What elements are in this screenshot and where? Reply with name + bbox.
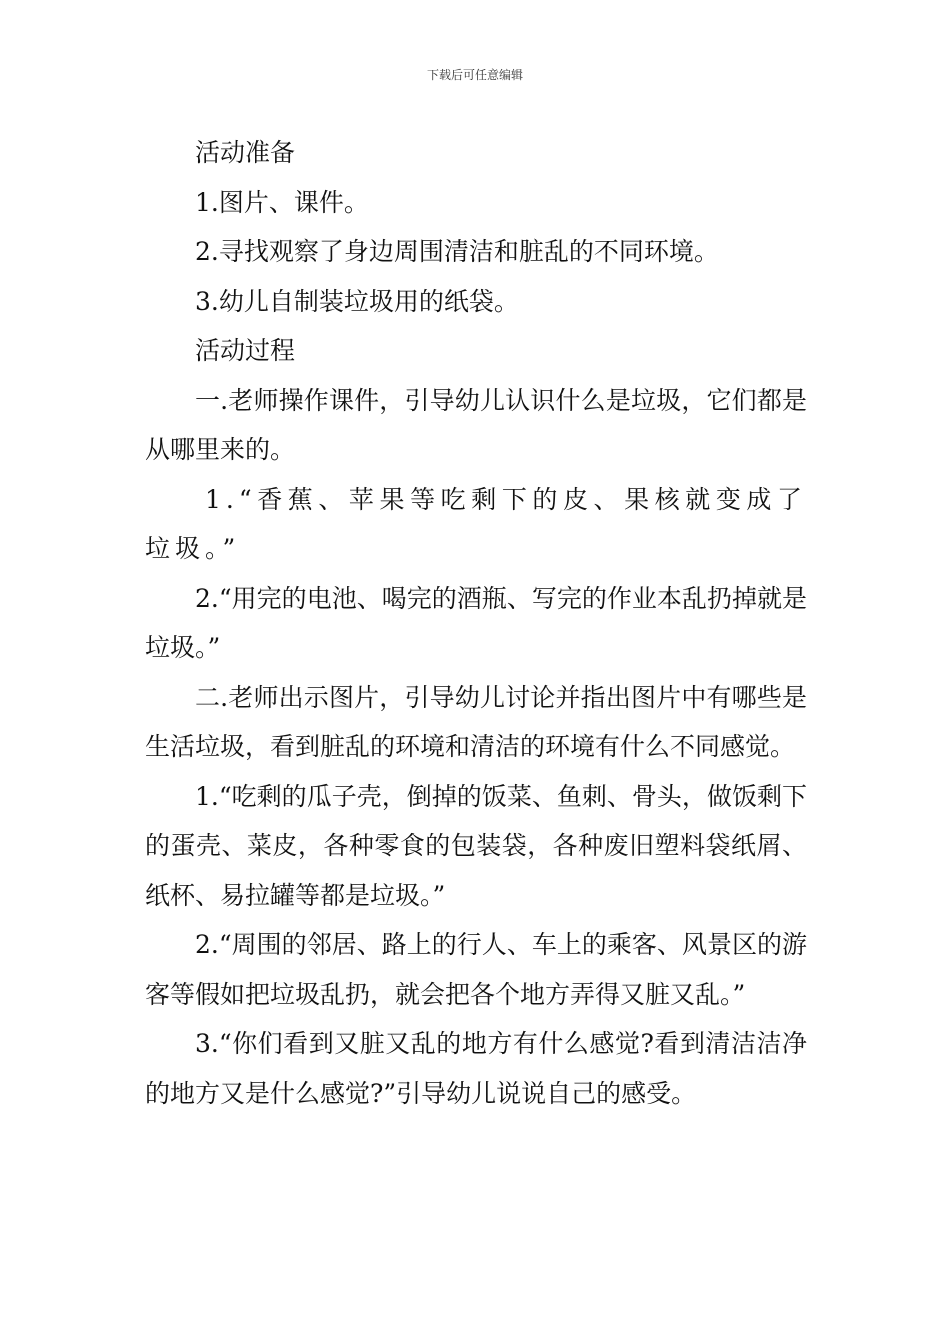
paragraph: 2.寻找观察了身边周围清洁和脏乱的不同环境。 [195,237,719,266]
paragraph: 1.图片、课件。 [195,187,369,217]
paragraph: 1.“吃剩的瓜子壳，倒掉的饭菜、鱼刺、骨头，做饭剩下的蛋壳、菜皮，各种零食的包装袋，各种废旧塑料袋纸屑、纸杯、易拉罐等都是垃圾。” [145,781,807,910]
section-heading-process: 活动过程 [195,336,296,365]
paragraph: 二.老师出示图片，引导幼儿讨论并指出图片中有哪些是生活垃圾，看到脏乱的环境和清洁的环境有什么不同感觉。 [145,682,807,761]
paragraph: 一.老师操作课件，引导幼儿认识什么是垃圾，它们都是从哪里来的。 [145,385,807,464]
page-header: 下载后可任意编辑 [426,68,523,82]
paragraph: 2.“周围的邻居、路上的行人、车上的乘客、风景区的游客等假如把垃圾乱扔，就会把各个地方弄得又脏又乱。” [145,930,807,1009]
section-heading-preparation: 活动准备 [195,138,296,167]
paragraph: 3.“你们看到又脏又乱的地方有什么感觉?看到清洁洁净的地方又是什么感觉?”引导幼儿说说自己的感受。 [145,1029,807,1108]
paragraph: 1.“香蕉、苹果等吃剩下的皮、果核就变成了垃圾。” [145,484,807,563]
paragraph: 3.幼儿自制装垃圾用的纸袋。 [195,286,519,316]
paragraph: 2.“用完的电池、喝完的酒瓶、写完的作业本乱扔掉就是垃圾。” [145,583,807,662]
document-body [145,128,807,1118]
